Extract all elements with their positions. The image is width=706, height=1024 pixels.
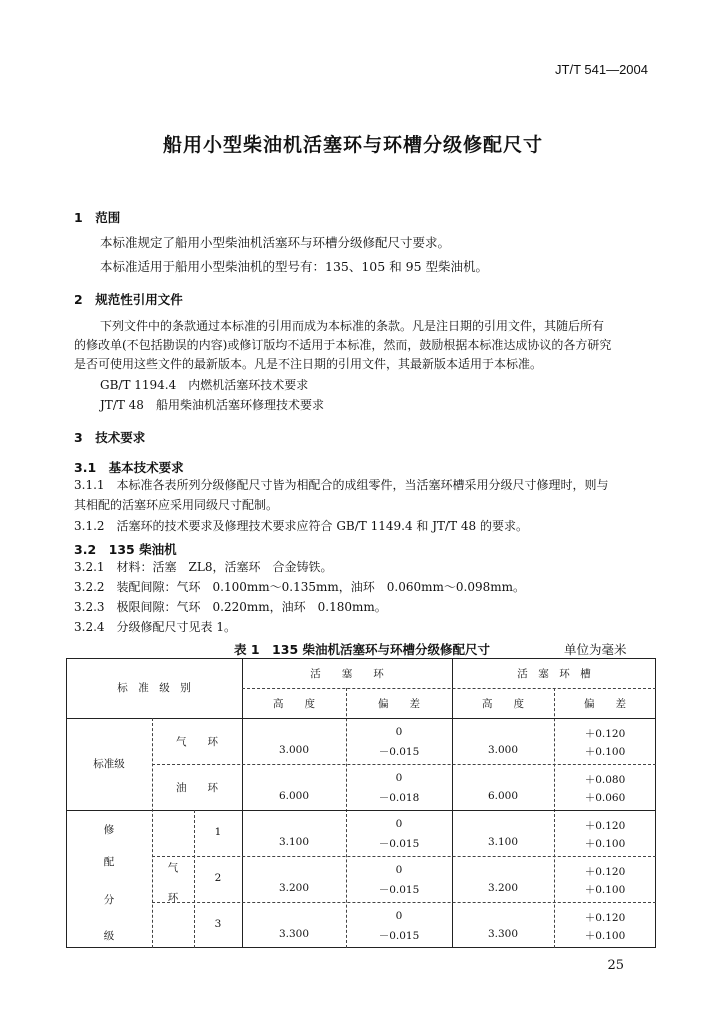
section-2-para-line-1: 下列文件中的条款通过本标准的引用而成为本标准的条款。凡是注日期的引用文件，其随后所有 xyxy=(100,319,605,333)
row-sep-4 xyxy=(152,902,656,903)
cell-r1-ring-lower: －0.015 xyxy=(378,746,420,758)
section-3-1-heading: 3.1 基本技术要求 xyxy=(74,460,184,475)
clause-3-2-3: 3.2.3 极限间隙：气环 0.220mm，油环 0.180mm。 xyxy=(74,600,387,614)
cell-r1-ring-upper: 0 xyxy=(395,726,403,738)
cell-r2-groove-upper: ＋0.080 xyxy=(584,774,626,786)
table-border-top xyxy=(66,658,656,659)
clause-3-1-2: 3.1.2 活塞环的技术要求及修理技术要求应符合 GB/T 1149.4 和 JT/T 48 的要求。 xyxy=(74,519,528,533)
header-groove-deviation: 偏 差 xyxy=(584,698,626,710)
repair-char-2: 配 xyxy=(103,856,115,868)
cell-r4-ring-height: 3.200 xyxy=(278,882,310,894)
reference-1: GB/T 1194.4 内燃机活塞环技术要求 xyxy=(100,378,309,392)
cell-r2-ring-height: 6.000 xyxy=(278,790,310,802)
cell-r4-groove-upper: ＋0.120 xyxy=(584,866,626,878)
row-sep-1 xyxy=(152,764,656,765)
cell-r5-groove-lower: ＋0.100 xyxy=(584,930,626,942)
section-2-para-line-3: 是否可使用这些文件的最新版本。凡是不注日期的引用文件，其最新版本适用于本标准。 xyxy=(74,357,543,371)
cell-r1-ring-height: 3.000 xyxy=(278,744,310,756)
gas-ring-label: 气 环 xyxy=(176,736,218,748)
table-header-bottom xyxy=(66,718,656,719)
grade-sub-divider xyxy=(152,718,153,948)
table-border-bottom xyxy=(66,947,656,948)
clause-3-1-1-line-2: 其相配的活塞环应采用同级尺寸配制。 xyxy=(74,498,279,512)
repair-gas-char-1: 气 xyxy=(167,862,179,874)
header-ring-height: 高 度 xyxy=(273,698,315,710)
section-2-para-line-2: 的修改单(不包括勘误的内容)或修订版均不适用于本标准，然而，鼓励根据本标准达成协议的各方研究 xyxy=(74,338,612,352)
section-2-heading: 2 规范性引用文件 xyxy=(74,292,183,307)
section-1-para-1: 本标准规定了船用小型柴油机活塞环与环槽分级修配尺寸要求。 xyxy=(100,235,451,250)
cell-r3-ring-lower: －0.015 xyxy=(378,838,420,850)
cell-r4-ring-lower: －0.015 xyxy=(378,884,420,896)
clause-3-2-1: 3.2.1 材料：活塞 ZL8，活塞环 合金铸铁。 xyxy=(74,560,333,574)
table-header-split xyxy=(242,688,656,689)
cell-r3-groove-height: 3.100 xyxy=(487,836,519,848)
cell-r4-ring-upper: 0 xyxy=(395,864,403,876)
cell-r1-groove-lower: ＋0.100 xyxy=(584,746,626,758)
cell-r2-ring-lower: －0.018 xyxy=(378,792,420,804)
cell-r2-groove-lower: ＋0.060 xyxy=(584,792,626,804)
header-ring-deviation: 偏 差 xyxy=(378,698,420,710)
document-title: 船用小型柴油机活塞环与环槽分级修配尺寸 xyxy=(162,134,543,156)
repair-char-4: 级 xyxy=(103,930,115,942)
cell-r5-ring-height: 3.300 xyxy=(278,928,310,940)
cell-r3-groove-lower: ＋0.100 xyxy=(584,838,626,850)
clause-3-2-2: 3.2.2 装配间隙：气环 0.100mm～0.135mm，油环 0.060mm～0.098mm。 xyxy=(74,580,525,594)
cell-r5-ring-upper: 0 xyxy=(395,910,403,922)
cell-r2-ring-upper: 0 xyxy=(395,772,403,784)
section-3-2-heading: 3.2 135 柴油机 xyxy=(74,542,177,557)
cell-r5-grade: 3 xyxy=(214,918,222,930)
grading-table xyxy=(66,658,656,948)
table-unit: 单位为毫米 xyxy=(564,642,627,657)
cell-r1-groove-upper: ＋0.120 xyxy=(584,728,626,740)
cell-r3-grade: 1 xyxy=(214,826,222,838)
oil-ring-label: 油 环 xyxy=(176,782,218,794)
section-1-para-2: 本标准适用于船用小型柴油机的型号有：135、105 和 95 型柴油机。 xyxy=(100,259,489,274)
standard-grade-label: 标准级 xyxy=(93,758,125,770)
cell-r5-groove-height: 3.300 xyxy=(487,928,519,940)
clause-3-1-1-line-1: 3.1.1 本标准各表所列分级修配尺寸皆为相配合的成组零件，当活塞环槽采用分级尺寸修理时，则与 xyxy=(74,478,609,492)
section-3-heading: 3 技术要求 xyxy=(74,430,146,445)
cell-r4-grade: 2 xyxy=(214,872,222,884)
cell-r5-ring-lower: －0.015 xyxy=(378,930,420,942)
reference-2: JT/T 48 船用柴油机活塞环修理技术要求 xyxy=(100,398,324,412)
repair-char-3: 分 xyxy=(103,894,115,906)
cell-r3-groove-upper: ＋0.120 xyxy=(584,820,626,832)
cell-r2-groove-height: 6.000 xyxy=(487,790,519,802)
cell-r4-groove-height: 3.200 xyxy=(487,882,519,894)
row-sep-2 xyxy=(66,810,656,811)
cell-r4-groove-lower: ＋0.100 xyxy=(584,884,626,896)
page-number: 25 xyxy=(607,958,624,973)
header-grade: 标 准 级 别 xyxy=(117,682,191,694)
cell-r3-ring-height: 3.100 xyxy=(278,836,310,848)
table-caption: 表 1 135 柴油机活塞环与环槽分级修配尺寸 xyxy=(234,642,490,657)
repair-gas-char-2: 环 xyxy=(167,892,179,904)
section-1-heading: 1 范围 xyxy=(74,210,121,225)
clause-3-2-4: 3.2.4 分级修配尺寸见表 1。 xyxy=(74,620,236,634)
standard-number: JT/T 541—2004 xyxy=(555,62,648,77)
header-groove-height: 高 度 xyxy=(482,698,524,710)
cell-r1-groove-height: 3.000 xyxy=(487,744,519,756)
header-ring-groove: 活 塞 环 槽 xyxy=(517,668,591,680)
header-piston-ring: 活 塞 环 xyxy=(310,668,384,680)
cell-r3-ring-upper: 0 xyxy=(395,818,403,830)
cell-r5-groove-upper: ＋0.120 xyxy=(584,912,626,924)
row-sep-3 xyxy=(152,856,656,857)
repair-char-1: 修 xyxy=(103,824,115,836)
